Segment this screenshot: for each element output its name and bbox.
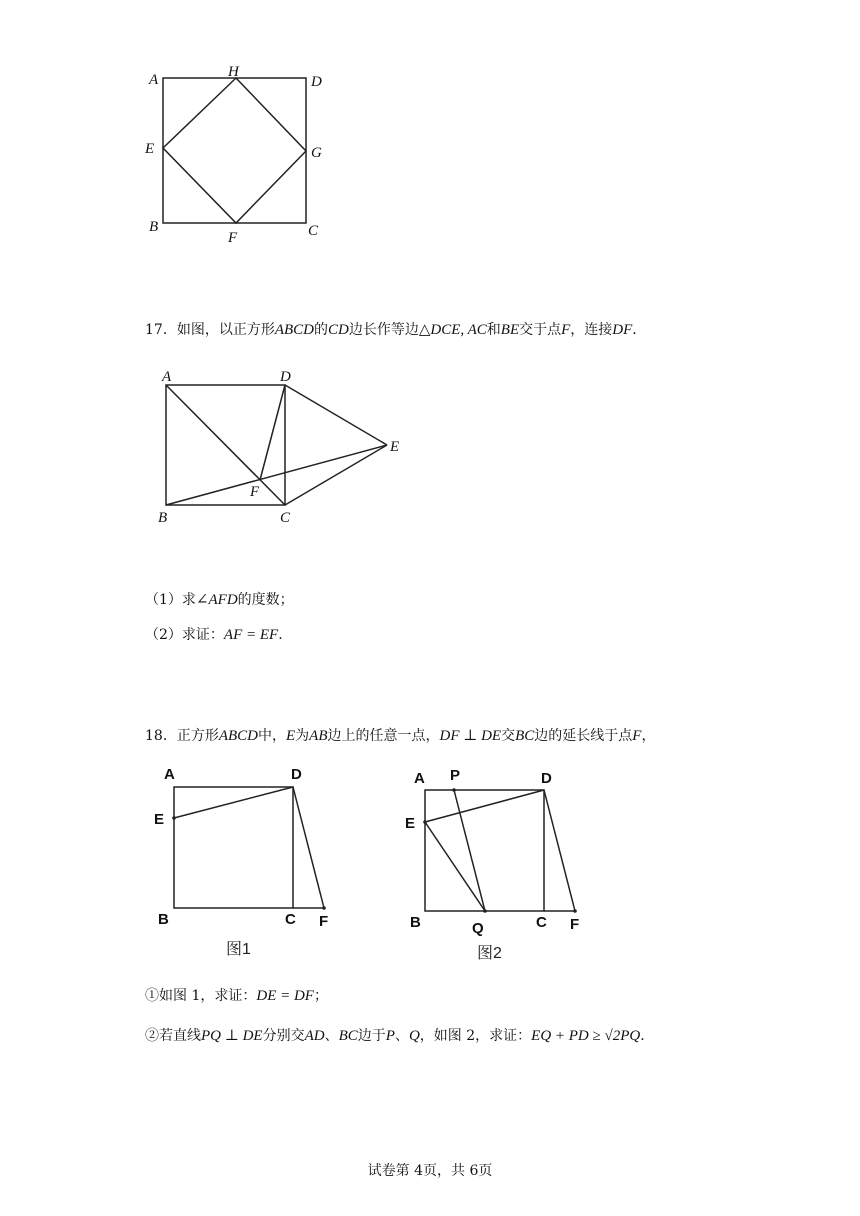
q17-sub1-math: ∠AFD — [195, 592, 238, 608]
q17-math: BE — [500, 322, 520, 338]
q17-math: ABCD — [274, 322, 314, 338]
q17-sub2-text: （2）求证： — [145, 627, 224, 643]
q18-sub1-text: ； — [313, 988, 328, 1004]
q17-stem — [145, 320, 637, 340]
q18-text: 交 — [501, 728, 516, 744]
q17-number: 17． — [145, 322, 177, 338]
q17-sub2-math: AF = EF — [223, 627, 279, 643]
label-B: B — [158, 911, 169, 928]
label-H: H — [228, 64, 239, 80]
q17-math: △DCE, AC — [418, 322, 487, 338]
q17-text: ，连接 — [570, 322, 613, 338]
q18-math: ABCD — [218, 728, 258, 744]
figure-q18-fig2 — [400, 762, 600, 967]
outer-square — [163, 78, 306, 223]
label-B: B — [149, 219, 159, 235]
q18-sub1-text: ①如图 1，求证： — [145, 988, 257, 1004]
label-E: E — [154, 811, 165, 828]
square-ABCD — [425, 790, 544, 911]
point-Q — [483, 909, 487, 913]
label-E: E — [390, 439, 400, 455]
q17-text: 交于点 — [519, 322, 562, 338]
label-C: C — [308, 223, 319, 239]
q18-number: 18． — [145, 728, 177, 744]
q17-math: CD — [328, 322, 349, 338]
q18-sub2-text: 分别交 — [262, 1028, 305, 1044]
q18-sub2 — [145, 1026, 645, 1046]
label-G: G — [311, 145, 322, 161]
label-D: D — [541, 770, 552, 787]
label-A: A — [162, 369, 172, 385]
q18-sub2-math: PQ ⊥ DE — [201, 1028, 263, 1044]
square-ABCD — [174, 787, 293, 908]
q18-sub2-text: 、 — [324, 1028, 339, 1044]
q17-math: DF — [612, 322, 633, 338]
label-A: A — [149, 72, 159, 88]
q17-sub1 — [145, 590, 294, 610]
segment-DF — [260, 385, 285, 480]
label-B: B — [158, 510, 168, 526]
q18-text: 为 — [295, 728, 310, 744]
q18-sub2-math: EQ + PD ≥ √2PQ — [531, 1028, 641, 1044]
label-E: E — [145, 141, 155, 157]
q17-sub2-text: . — [278, 627, 283, 643]
q18-text: ， — [641, 728, 656, 744]
point-P — [452, 788, 456, 792]
q17-text: 如图，以正方形 — [176, 322, 275, 338]
q17-text: 边长作等边 — [348, 322, 419, 338]
q18-sub2-math: AD — [304, 1028, 325, 1044]
label-D: D — [280, 369, 291, 385]
label-C: C — [536, 914, 547, 931]
q18-sub2-text: ，如图 2，求证： — [419, 1028, 532, 1044]
q18-text: 边上的任意一点， — [327, 728, 440, 744]
segment-CE — [285, 445, 387, 505]
q18-text: 中， — [258, 728, 286, 744]
q18-text: 正方形 — [176, 728, 219, 744]
q18-math: E — [286, 728, 296, 744]
segment-DE — [285, 385, 387, 445]
q18-sub2-math: P — [385, 1028, 395, 1044]
q18-sub1 — [145, 986, 328, 1006]
segment-DF — [293, 787, 324, 908]
caption-fig1: 图1 — [226, 941, 251, 958]
point-E — [172, 816, 176, 820]
page-footer: 试卷第 4页，共 6页 — [367, 1163, 493, 1179]
label-P: P — [450, 767, 461, 784]
label-A: A — [164, 766, 175, 783]
q18-text: 边的延长线于点 — [534, 728, 633, 744]
label-Q: Q — [472, 920, 484, 937]
q17-sub1-text: （1）求 — [145, 592, 196, 608]
q18-sub2-text: . — [640, 1028, 645, 1044]
q17-text: 和 — [486, 322, 501, 338]
segment-EQ — [425, 822, 485, 911]
q18-math: DF ⊥ DE — [439, 728, 502, 744]
q18-sub2-text: ②若直线 — [145, 1028, 201, 1044]
q18-stem — [145, 726, 655, 746]
figure-square-equilateral — [150, 362, 410, 532]
q18-sub1-math: DE = DF — [256, 988, 314, 1004]
q18-sub2-math: BC — [338, 1028, 358, 1044]
q18-math: BC — [515, 728, 535, 744]
label-F: F — [228, 230, 238, 246]
segment-DE — [425, 790, 544, 822]
inner-square — [163, 78, 306, 223]
segment-DE — [174, 787, 293, 818]
q17-text: . — [632, 322, 637, 338]
q17-sub1-text: 的度数； — [237, 592, 294, 608]
point-F — [322, 906, 326, 910]
q17-math: F — [561, 322, 571, 338]
segment-PQ — [454, 790, 485, 911]
caption-fig2: 图2 — [477, 945, 502, 962]
label-C: C — [285, 911, 296, 928]
label-C: C — [280, 510, 291, 526]
figure-square-inscribed — [140, 60, 340, 250]
q18-sub2-math: Q — [408, 1028, 420, 1044]
point-F — [573, 909, 577, 913]
point-E — [423, 820, 427, 824]
label-F: F — [570, 916, 580, 933]
segment-DF — [544, 790, 575, 911]
q18-math: F — [632, 728, 642, 744]
q18-sub2-text: 、 — [394, 1028, 409, 1044]
label-A: A — [414, 770, 425, 787]
q17-sub2 — [145, 625, 283, 645]
figure-q18-fig1 — [150, 762, 350, 962]
q18-math: AB — [309, 728, 328, 744]
segment-AC — [166, 385, 285, 505]
q18-sub2-text: 边于 — [357, 1028, 386, 1044]
label-E: E — [405, 815, 416, 832]
label-D: D — [291, 766, 302, 783]
q17-text: 的 — [314, 322, 328, 338]
label-F: F — [250, 484, 260, 500]
label-B: B — [410, 914, 421, 931]
label-D: D — [311, 74, 322, 90]
label-F: F — [319, 913, 329, 930]
